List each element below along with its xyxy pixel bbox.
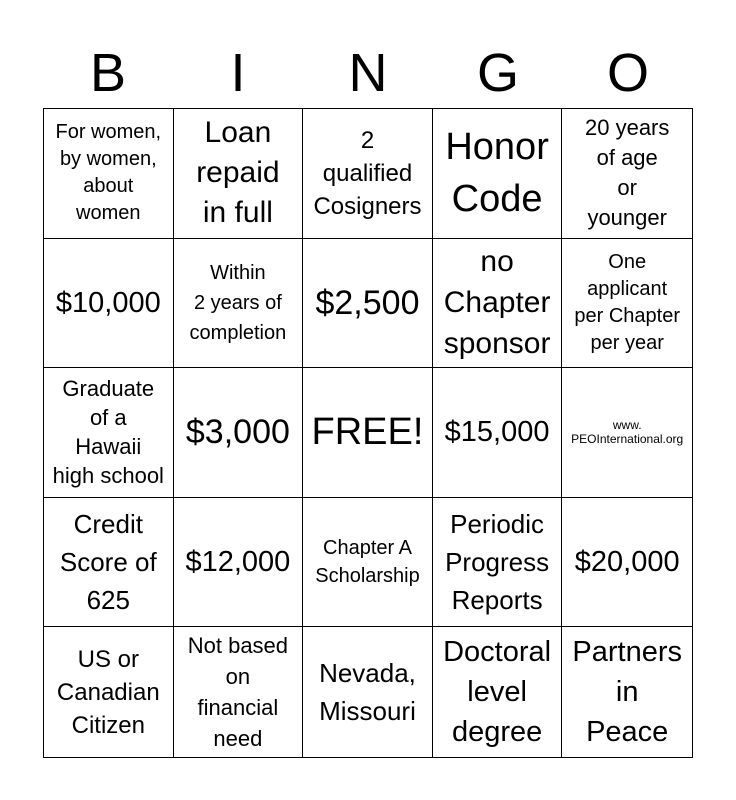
cell-text: Chapter A Scholarship [315, 537, 420, 588]
free-space-text: FREE! [311, 411, 424, 454]
free-space-cell[interactable] [303, 368, 433, 498]
bingo-cell[interactable] [174, 239, 304, 369]
cell-text: $10,000 [55, 286, 161, 319]
cell-text: For women, by women, about women [55, 121, 162, 225]
cell-text: One applicant per Chapter per year [574, 250, 680, 354]
bingo-cell[interactable] [174, 368, 304, 498]
cell-text: Honor Code [445, 126, 549, 221]
bingo-cell[interactable] [174, 627, 304, 757]
bingo-header [43, 42, 693, 104]
bingo-cell[interactable] [562, 239, 692, 369]
bingo-cell[interactable] [562, 498, 692, 628]
header-letter-n: N [348, 43, 388, 103]
bingo-cell[interactable] [44, 498, 174, 628]
bingo-cell[interactable] [433, 627, 563, 757]
bingo-cell[interactable] [303, 627, 433, 757]
bingo-cell[interactable] [433, 368, 563, 498]
bingo-cell[interactable] [303, 109, 433, 239]
bingo-cell[interactable] [433, 239, 563, 369]
bingo-cell[interactable] [433, 109, 563, 239]
cell-text: Credit Score of 625 [59, 509, 157, 616]
cell-text: Not based on financial need [187, 633, 289, 752]
cell-text: 20 years of age or younger [585, 115, 670, 231]
bingo-cell[interactable] [303, 498, 433, 628]
cell-text: no Chapter sponsor [443, 245, 551, 361]
cell-text: Doctoral level degree [443, 636, 552, 749]
cell-text: Graduate of a Hawaii high school [52, 376, 164, 489]
bingo-cell[interactable] [174, 109, 304, 239]
bingo-cell[interactable] [303, 239, 433, 369]
bingo-cell[interactable] [562, 109, 692, 239]
bingo-cell[interactable] [44, 368, 174, 498]
cell-text: Within 2 years of completion [189, 261, 287, 344]
cell-text: www. PEOInternational.org [571, 418, 684, 447]
header-letter-b: B [89, 43, 127, 103]
cell-text: $2,500 [315, 283, 420, 322]
header-letter-i: I [230, 43, 246, 103]
cell-text: $12,000 [185, 546, 291, 579]
bingo-cell[interactable] [562, 627, 692, 757]
bingo-card-grid [43, 108, 693, 758]
cell-text: Periodic Progress Reports [445, 509, 550, 616]
header-letter-o: O [606, 43, 649, 103]
cell-text: 2 qualified Cosigners [313, 126, 422, 220]
bingo-cell[interactable] [44, 627, 174, 757]
bingo-cell[interactable] [562, 368, 692, 498]
bingo-cell[interactable] [174, 498, 304, 628]
cell-text: Loan repaid in full [196, 116, 280, 230]
cell-text: Nevada, Missouri [319, 658, 416, 727]
cell-text: $3,000 [185, 413, 290, 452]
cell-text: $20,000 [574, 546, 680, 579]
header-letter-g: G [476, 43, 519, 103]
cell-text: US or Canadian Citizen [56, 645, 160, 739]
bingo-cell[interactable] [433, 498, 563, 628]
bingo-cell[interactable] [44, 109, 174, 239]
cell-text: $15,000 [444, 416, 550, 449]
cell-text: Partners in Peace [572, 636, 682, 749]
bingo-cell[interactable] [44, 239, 174, 369]
